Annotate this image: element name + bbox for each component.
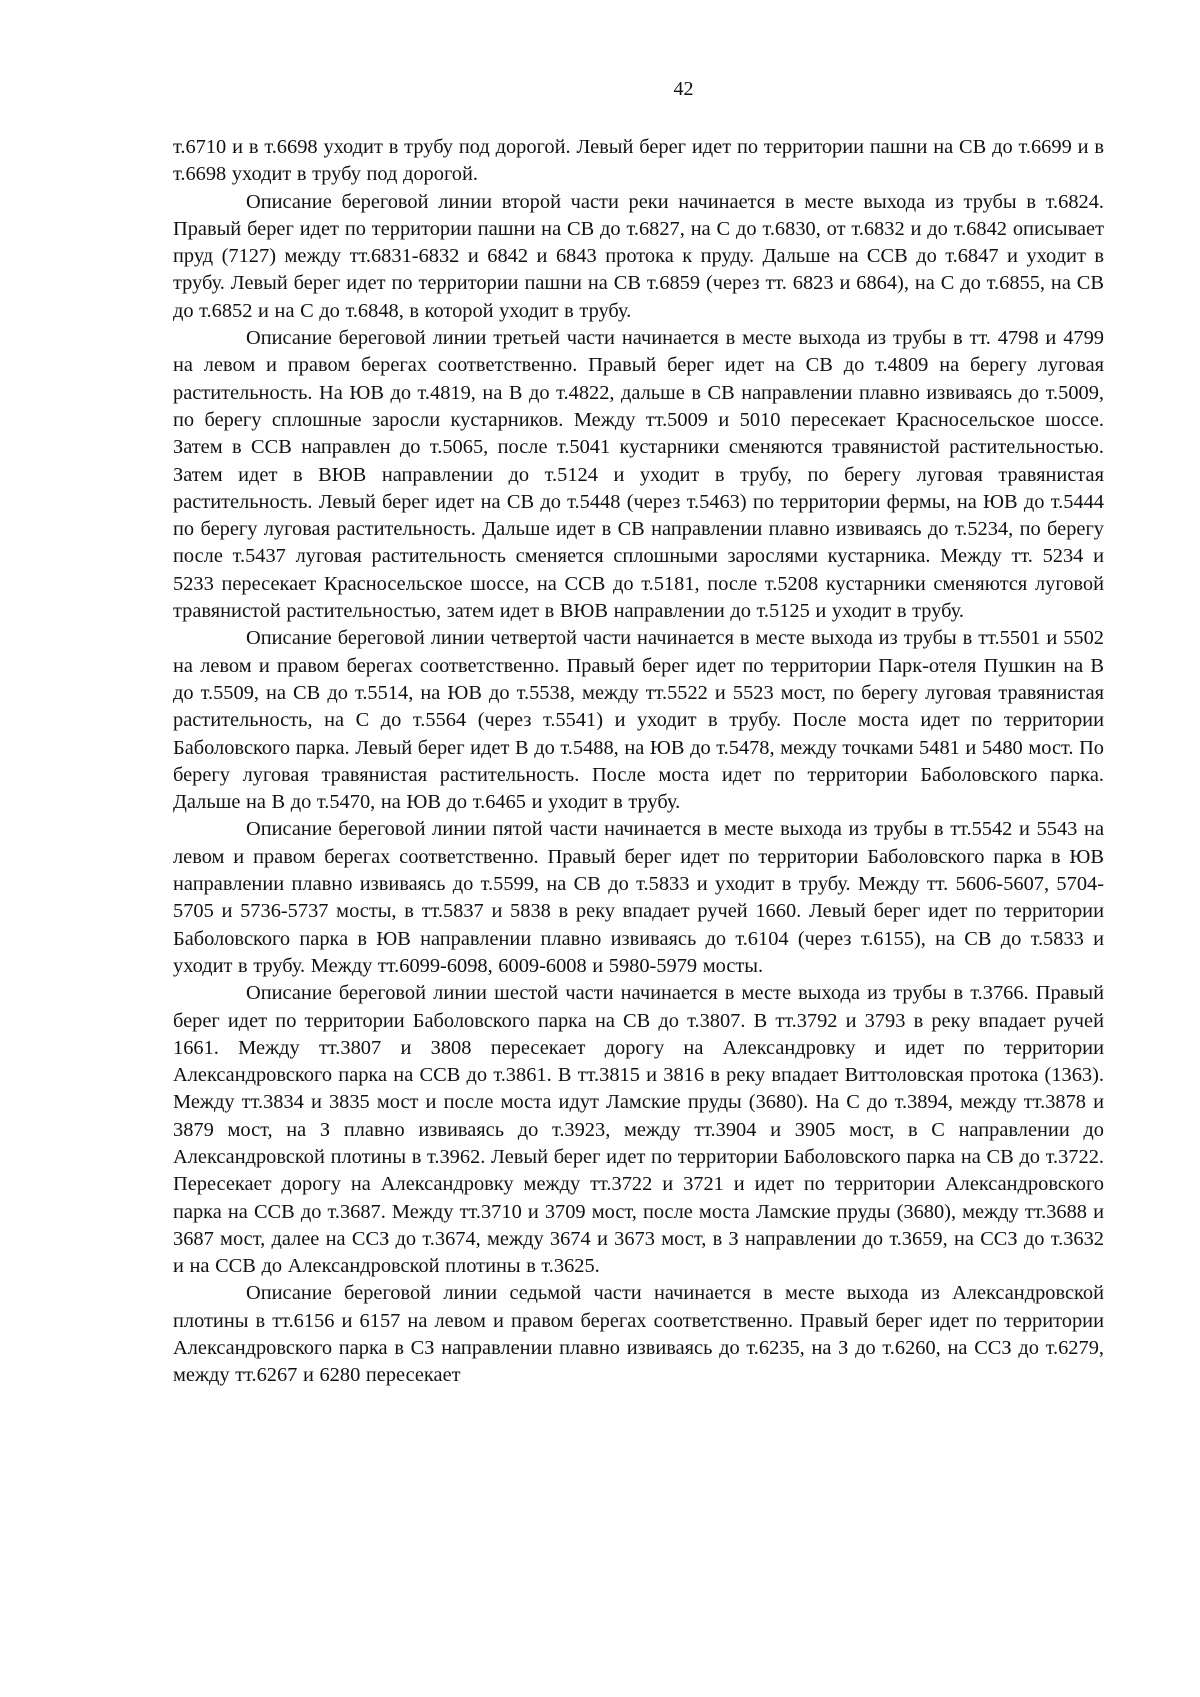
paragraph-part-3: Описание береговой линии третьей части начинается в месте выхода из трубы в тт. 4798 и 4799 на левом и правом берегах соответственно. Правый берег идет на СВ до т.4809 на берегу луговая растительность. На ЮВ до т.4819, на В до т.4822, дальше в СВ направлении плавно извиваясь до т.5009, по берегу сплошные заросли кустарников. Между тт.5009 и 5010 пересекает Красносельское шоссе. Затем в ССВ направлен до т.5065, после т.5041 кустарники сменяются травянистой растительностью. Затем идет в ВЮВ направлении до т.5124 и уходит в трубу, по берегу луговая травянистая растительность. Левый берег идет на СВ до т.5448 (через т.5463) по территории фермы, на ЮВ до т.5444 по берегу луговая растительность. Дальше идет в СВ направлении плавно извиваясь до т.5234, по берегу после т.5437 луговая растительность сменяется сплошными зарослями кустарника. Между тт. 5234 и 5233 пересекает Красносельское шоссе, на ССВ до т.5181, после т.5208 кустарники сменяются луговой травянистой растительностью, затем идет в ВЮВ направлении до т.5125 и уходит в трубу. bbox=[173, 327, 1104, 623]
page-number: 42 bbox=[673, 78, 694, 100]
paragraph-part-5: Описание береговой линии пятой части начинается в месте выхода из трубы в тт.5542 и 5543 на левом и правом берегах соответственно. Правый берег идет по территории Баболовского парка в ЮВ направлении плавно извиваясь до т.5599, на СВ до т.5833 и уходит в трубу. Между тт. 5606-5607, 5704-5705 и 5736-5737 мосты, в тт.5837 и 5838 в реку впадает ручей 1660. Левый берег идет по территории Баболовского парка в ЮВ направлении плавно извиваясь до т.6104 (через т.6155), на СВ до т.5833 и уходит в трубу. Между тт.6099-6098, 6009-6008 и 5980-5979 мосты. bbox=[173, 818, 1104, 977]
paragraph-part-4: Описание береговой линии четвертой части начинается в месте выхода из трубы в тт.5501 и 5502 на левом и правом берегах соответственно. Правый берег идет по территории Парк-отеля Пушкин на В до т.5509, на СВ до т.5514, на ЮВ до т.5538, между тт.5522 и 5523 мост, по берегу луговая травянистая растительность, на С до т.5564 (через т.5541) и уходит в трубу. После моста идет по территории Баболовского парка. Левый берег идет В до т.5488, на ЮВ до т.5478, между точками 5481 и 5480 мост. По берегу луговая травянистая растительность. После моста идет по территории Баболовского парка. Дальше на В до т.5470, на ЮВ до т.6465 и уходит в трубу. bbox=[173, 627, 1104, 814]
paragraph-part-7: Описание береговой линии седьмой части начинается в месте выхода из Александровской плотины в тт.6156 и 6157 на левом и правом берегах соответственно. Правый берег идет по территории Александровского парка в СЗ направлении плавно извиваясь до т.6235, на З до т.6260, на ССЗ до т.6279, между тт.6267 и 6280 пересекает bbox=[173, 1282, 1104, 1387]
paragraph-part-6: Описание береговой линии шестой части начинается в месте выхода из трубы в т.3766. Правый берег идет по территории Баболовского парка на СВ до т.3807. В тт.3792 и 3793 в реку впадает ручей 1661. Между тт.3807 и 3808 пересекает дорогу на Александровку и идет по территории Александровского парка на ССВ до т.3861. В тт.3815 и 3816 в реку впадает Виттоловская протока (1363). Между тт.3834 и 3835 мост и после моста идут Ламские пруды (3680). На С до т.3894, между тт.3878 и 3879 мост, на З плавно извиваясь до т.3923, между тт.3904 и 3905 мост, в С направлении до Александровской плотины в т.3962. Левый берег идет по территории Баболовского парка на СВ до т.3722. Пересекает дорогу на Александровку между тт.3722 и 3721 и идет по территории Александровского парка на ССВ до т.3687. Между тт.3710 и 3709 мост, после моста Ламские пруды (3680), между тт.3688 и 3687 мост, далее на ССЗ до т.3674, между 3674 и 3673 мост, в З направлении до т.3659, на ССЗ до т.3632 и на ССВ до Александровской плотины в т.3625. bbox=[173, 982, 1104, 1278]
paragraph-continuation: т.6710 и в т.6698 уходит в трубу под дорогой. Левый берег идет по территории пашни на СВ до т.6699 и в т.6698 уходит в трубу под дорогой. bbox=[173, 136, 1104, 186]
paragraph-part-2: Описание береговой линии второй части реки начинается в месте выхода из трубы в т.6824. Правый берег идет по территории пашни на СВ до т.6827, на С до т.6830, от т.6832 и до т.6842 описывает пруд (7127) между тт.6831-6832 и 6842 и 6843 протока к пруду. Дальше на ССВ до т.6847 и уходит в трубу. Левый берег идет по территории пашни на СВ т.6859 (через тт. 6823 и 6864), на С до т.6855, на СВ до т.6852 и на С до т.6848, в которой уходит в трубу. bbox=[173, 190, 1104, 322]
